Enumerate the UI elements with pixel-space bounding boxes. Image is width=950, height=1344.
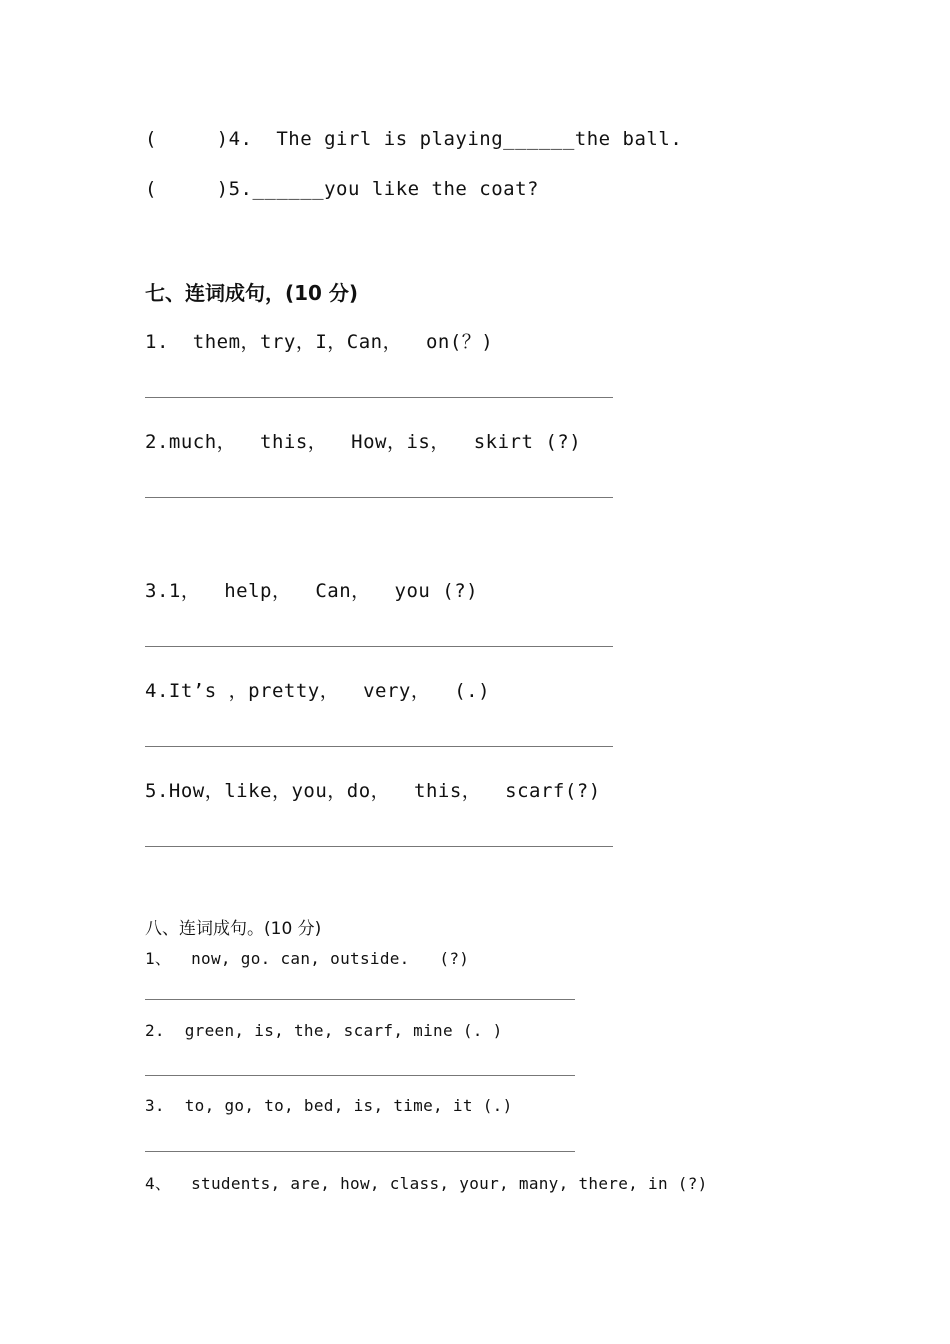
s8-answer-line-1 bbox=[145, 999, 575, 1000]
question-4: ( )4. The girl is playing______the ball. bbox=[145, 128, 683, 150]
question-5: ( )5.______you like the coat? bbox=[145, 178, 539, 200]
s7-answer-line-3 bbox=[145, 646, 613, 647]
s7-item-2: 2.much， this， How，is， skirt (?) bbox=[145, 431, 582, 453]
s7-answer-line-4 bbox=[145, 746, 613, 747]
s7-item-4: 4.It’s ，pretty， very， (.) bbox=[145, 680, 491, 702]
s8-item-3: 3. to, go, to, bed, is, time, it (.) bbox=[145, 1096, 513, 1115]
s7-item-5: 5.How，like，you，do， this， scarf(?) bbox=[145, 780, 601, 802]
s8-item-2: 2. green, is, the, scarf, mine (. ) bbox=[145, 1021, 503, 1040]
s7-answer-line-2 bbox=[145, 497, 613, 498]
s8-answer-line-2 bbox=[145, 1075, 575, 1076]
s8-item-1: 1、 now, go. can, outside. (?) bbox=[145, 949, 470, 968]
s7-item-3: 3.1， help， Can， you (?) bbox=[145, 580, 479, 602]
s8-item-4: 4、 students, are, how, class, your, many, there, in (?) bbox=[145, 1174, 708, 1193]
s7-answer-line-1 bbox=[145, 397, 613, 398]
section-8-title: 八、连词成句。(10 分) bbox=[145, 919, 322, 939]
section-7-title: 七、连词成句，(10 分) bbox=[145, 281, 359, 305]
s8-answer-line-3 bbox=[145, 1151, 575, 1152]
s7-answer-line-5 bbox=[145, 846, 613, 847]
s7-item-1: 1. them，try，I，Can， on(？) bbox=[145, 331, 494, 353]
